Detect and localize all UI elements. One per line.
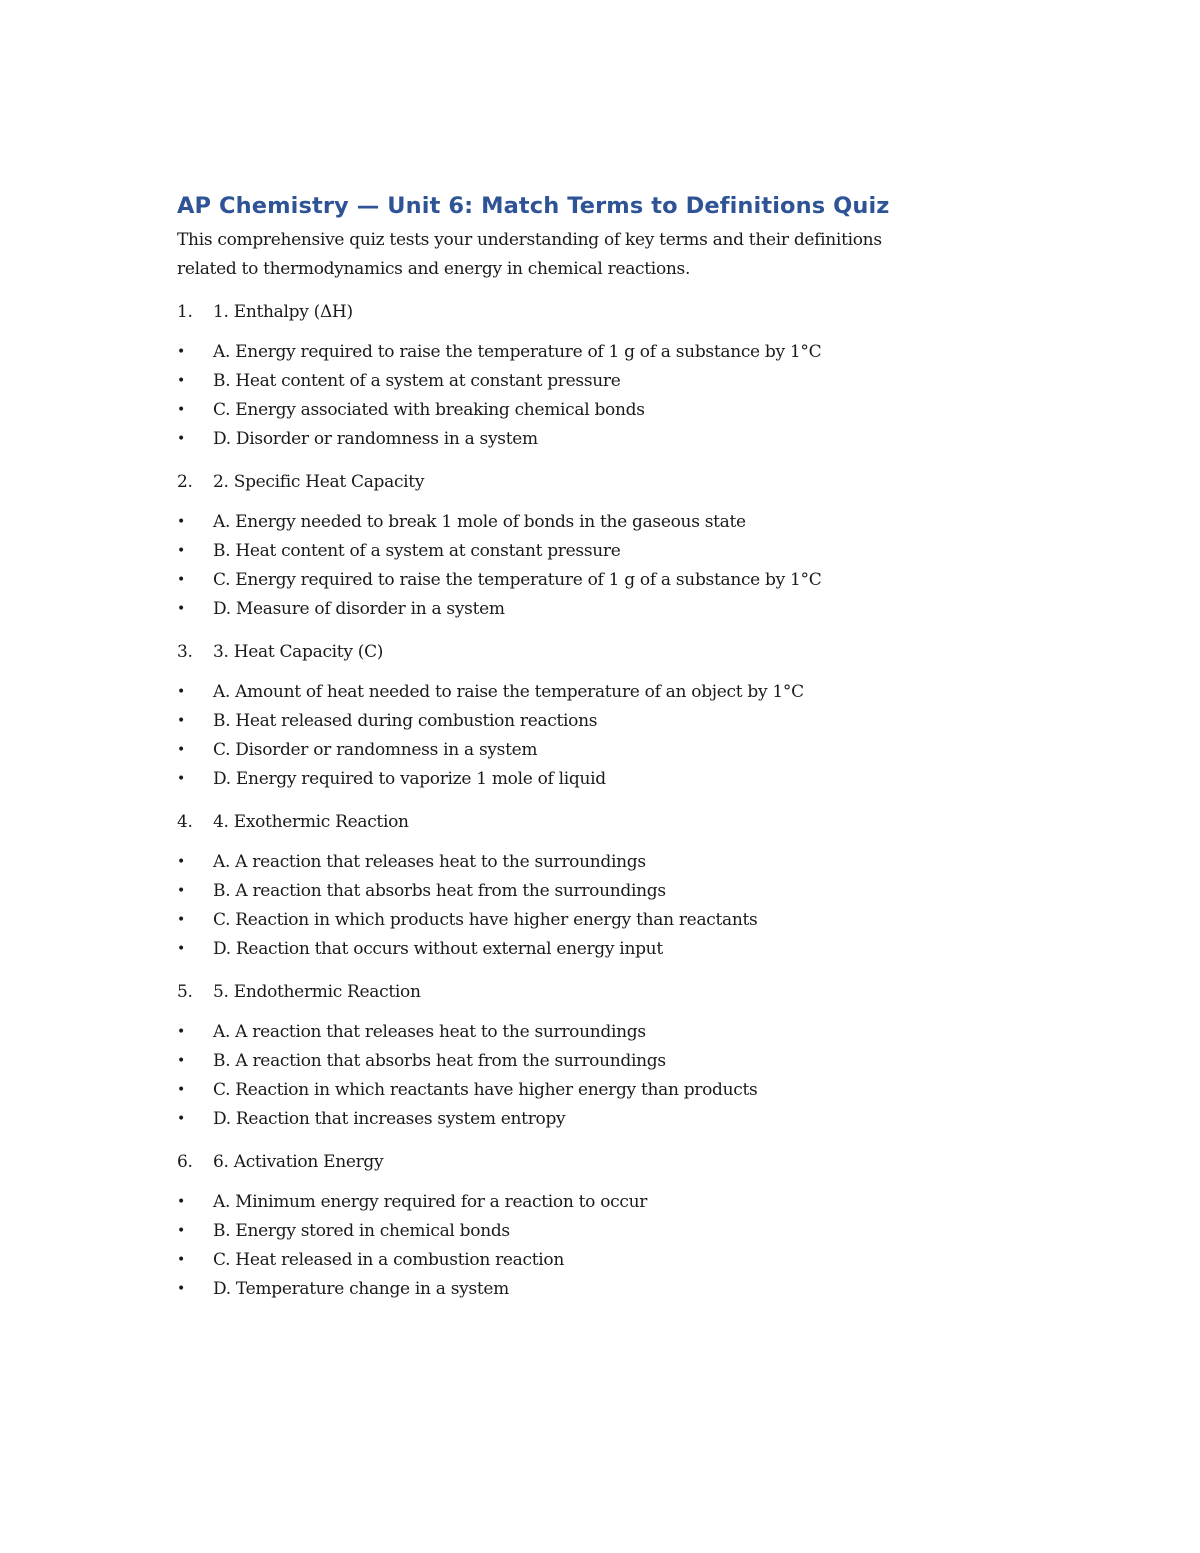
bullet-icon: • bbox=[177, 771, 185, 787]
bullet-icon: • bbox=[177, 854, 185, 870]
option-text: C. Energy associated with breaking chemical bonds bbox=[213, 400, 645, 420]
question-term-label: 6. Activation Energy bbox=[213, 1152, 384, 1172]
option-text: B. A reaction that absorbs heat from the surroundings bbox=[213, 881, 666, 901]
option-list bbox=[177, 1018, 977, 1134]
option-text: C. Energy required to raise the temperature of 1 g of a substance by 1°C bbox=[213, 570, 822, 590]
question-term bbox=[177, 638, 977, 667]
option-text: A. Energy needed to break 1 mole of bonds in the gaseous state bbox=[213, 512, 746, 532]
option-item bbox=[177, 877, 977, 906]
question-list bbox=[177, 298, 977, 1304]
option-text: A. Amount of heat needed to raise the temperature of an object by 1°C bbox=[213, 682, 804, 702]
bullet-icon: • bbox=[177, 1111, 185, 1127]
option-text: B. Energy stored in chemical bonds bbox=[213, 1221, 510, 1241]
option-text: B. Heat released during combustion reactions bbox=[213, 711, 598, 731]
option-item bbox=[177, 566, 977, 595]
question-term bbox=[177, 808, 977, 837]
option-item bbox=[177, 765, 977, 794]
option-item bbox=[177, 1018, 977, 1047]
question-term bbox=[177, 1148, 977, 1177]
option-item bbox=[177, 678, 977, 707]
question-term bbox=[177, 468, 977, 497]
option-item bbox=[177, 906, 977, 935]
option-item bbox=[177, 1246, 977, 1275]
bullet-icon: • bbox=[177, 344, 185, 360]
bullet-icon: • bbox=[177, 402, 185, 418]
question-term-label: 2. Specific Heat Capacity bbox=[213, 472, 425, 492]
bullet-icon: • bbox=[177, 373, 185, 389]
option-text: D. Reaction that increases system entropy bbox=[213, 1109, 566, 1129]
question-term bbox=[177, 298, 977, 327]
question-term-label: 3. Heat Capacity (C) bbox=[213, 642, 384, 662]
bullet-icon: • bbox=[177, 912, 185, 928]
option-text: C. Reaction in which products have higher energy than reactants bbox=[213, 910, 758, 930]
question-number: 3. bbox=[177, 642, 193, 662]
option-text: C. Heat released in a combustion reaction bbox=[213, 1250, 564, 1270]
bullet-icon: • bbox=[177, 431, 185, 447]
question-item bbox=[177, 468, 977, 624]
option-item bbox=[177, 935, 977, 964]
quiz-title: AP Chemistry — Unit 6: Match Terms to Definitions Quiz bbox=[177, 193, 890, 219]
option-list bbox=[177, 1188, 977, 1304]
question-item bbox=[177, 638, 977, 794]
option-item bbox=[177, 595, 977, 624]
bullet-icon: • bbox=[177, 1281, 185, 1297]
quiz-intro bbox=[177, 226, 977, 284]
intro-line-1: This comprehensive quiz tests your understanding of key terms and their definitions bbox=[177, 230, 882, 250]
bullet-icon: • bbox=[177, 1194, 185, 1210]
bullet-icon: • bbox=[177, 742, 185, 758]
question-item bbox=[177, 1148, 977, 1304]
option-text: B. A reaction that absorbs heat from the surroundings bbox=[213, 1051, 666, 1071]
bullet-icon: • bbox=[177, 1223, 185, 1239]
option-text: D. Measure of disorder in a system bbox=[213, 599, 505, 619]
option-text: A. Minimum energy required for a reaction to occur bbox=[213, 1192, 648, 1212]
option-item bbox=[177, 1047, 977, 1076]
bullet-icon: • bbox=[177, 713, 185, 729]
question-item bbox=[177, 978, 977, 1134]
option-text: D. Disorder or randomness in a system bbox=[213, 429, 538, 449]
option-item bbox=[177, 338, 977, 367]
bullet-icon: • bbox=[177, 572, 185, 588]
option-item bbox=[177, 1188, 977, 1217]
option-list bbox=[177, 678, 977, 794]
bullet-icon: • bbox=[177, 601, 185, 617]
option-text: C. Disorder or randomness in a system bbox=[213, 740, 538, 760]
option-list bbox=[177, 508, 977, 624]
bullet-icon: • bbox=[177, 941, 185, 957]
option-text: A. A reaction that releases heat to the surroundings bbox=[213, 1022, 646, 1042]
bullet-icon: • bbox=[177, 1082, 185, 1098]
question-item bbox=[177, 298, 977, 454]
bullet-icon: • bbox=[177, 543, 185, 559]
question-term bbox=[177, 978, 977, 1007]
question-number: 1. bbox=[177, 302, 193, 322]
option-item bbox=[177, 736, 977, 765]
bullet-icon: • bbox=[177, 684, 185, 700]
question-term-label: 1. Enthalpy (ΔH) bbox=[213, 302, 353, 322]
question-term-label: 5. Endothermic Reaction bbox=[213, 982, 421, 1002]
bullet-icon: • bbox=[177, 1024, 185, 1040]
option-text: D. Energy required to vaporize 1 mole of liquid bbox=[213, 769, 606, 789]
bullet-icon: • bbox=[177, 1053, 185, 1069]
option-item bbox=[177, 1076, 977, 1105]
bullet-icon: • bbox=[177, 1252, 185, 1268]
option-item bbox=[177, 425, 977, 454]
option-item bbox=[177, 396, 977, 425]
option-item bbox=[177, 1217, 977, 1246]
document-content bbox=[177, 190, 977, 1318]
option-text: C. Reaction in which reactants have higher energy than products bbox=[213, 1080, 758, 1100]
question-term-label: 4. Exothermic Reaction bbox=[213, 812, 409, 832]
question-number: 6. bbox=[177, 1152, 193, 1172]
bullet-icon: • bbox=[177, 514, 185, 530]
option-item bbox=[177, 508, 977, 537]
option-text: B. Heat content of a system at constant pressure bbox=[213, 371, 621, 391]
option-item bbox=[177, 848, 977, 877]
option-list bbox=[177, 338, 977, 454]
option-item bbox=[177, 1275, 977, 1304]
option-item bbox=[177, 537, 977, 566]
option-text: D. Reaction that occurs without external energy input bbox=[213, 939, 663, 959]
option-item bbox=[177, 367, 977, 396]
bullet-icon: • bbox=[177, 883, 185, 899]
option-text: D. Temperature change in a system bbox=[213, 1279, 510, 1299]
option-text: B. Heat content of a system at constant pressure bbox=[213, 541, 621, 561]
question-number: 5. bbox=[177, 982, 193, 1002]
question-item bbox=[177, 808, 977, 964]
option-item bbox=[177, 1105, 977, 1134]
question-number: 4. bbox=[177, 812, 193, 832]
option-item bbox=[177, 707, 977, 736]
option-text: A. A reaction that releases heat to the surroundings bbox=[213, 852, 646, 872]
option-list bbox=[177, 848, 977, 964]
option-text: A. Energy required to raise the temperature of 1 g of a substance by 1°C bbox=[213, 342, 822, 362]
intro-line-2: related to thermodynamics and energy in chemical reactions. bbox=[177, 259, 691, 279]
question-number: 2. bbox=[177, 472, 193, 492]
